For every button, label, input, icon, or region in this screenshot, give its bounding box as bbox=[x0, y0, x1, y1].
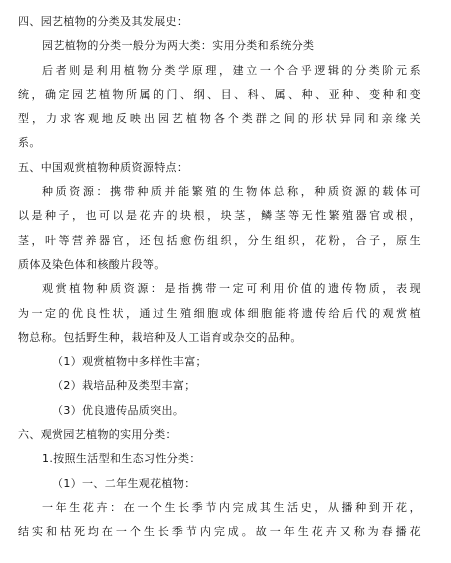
paragraph-line: 结实和枯死均在一个生长季节内完成。故一年生花卉又称为春播花 bbox=[18, 525, 421, 539]
paragraph-line: 种质资源：携带种质并能繁殖的生物体总称，种质资源的载体可 bbox=[42, 185, 421, 199]
section-heading-5: 五、中国观赏植物种质资源特点： bbox=[18, 160, 189, 174]
list-item: （1）一、二年生观花植物： bbox=[52, 476, 196, 490]
list-item: （3）优良遗传品质突出。 bbox=[52, 403, 185, 417]
subheading: 1.按照生活型和生态习性分类： bbox=[42, 452, 201, 466]
list-item: （2）栽培品种及类型丰富； bbox=[52, 379, 196, 393]
paragraph-line: 物总称。包括野生种，栽培种及人工诣育或杂交的品种。 bbox=[18, 330, 302, 344]
paragraph-line: 系。 bbox=[18, 136, 41, 150]
paragraph-line: 观赏植物种质资源：是指携带一定可利用价值的遗传物质，表现 bbox=[42, 282, 421, 296]
section-heading-6: 六、观赏园艺植物的实用分类： bbox=[18, 428, 177, 442]
paragraph-line: 统，确定园艺植物所属的门、纲、目、科、属、种、亚种、变种和变 bbox=[18, 87, 421, 101]
paragraph-line: 以是种子，也可以是花卉的块根，块茎，鳞茎等无性繁殖器官或根， bbox=[18, 209, 421, 223]
paragraph-line: 一年生花卉：在一个生长季节内完成其生活史，从播种到开花， bbox=[42, 500, 421, 514]
paragraph-line: 茎，叶等营养器官，还包括愈伤组织，分生组织，花粉，合子，原生 bbox=[18, 233, 421, 247]
section-heading-4: 四、园艺植物的分类及其发展史： bbox=[18, 15, 189, 28]
list-item: （1）观赏植物中多样性丰富； bbox=[52, 355, 207, 369]
paragraph-line: 质体及染色体和核酸片段等。 bbox=[18, 257, 166, 271]
paragraph-line: 型，力求客观地反映出园艺植物各个类群之间的形状异同和亲缘关 bbox=[18, 112, 421, 126]
paragraph-line: 园艺植物的分类一般分为两大类：实用分类和系统分类 bbox=[42, 39, 315, 53]
paragraph-line: 为一定的优良性状，通过生殖细胞或体细胞能将遗传给后代的观赏植 bbox=[18, 306, 421, 320]
paragraph-line: 后者则是利用植物分类学原理，建立一个合乎逻辑的分类阶元系 bbox=[42, 63, 421, 77]
